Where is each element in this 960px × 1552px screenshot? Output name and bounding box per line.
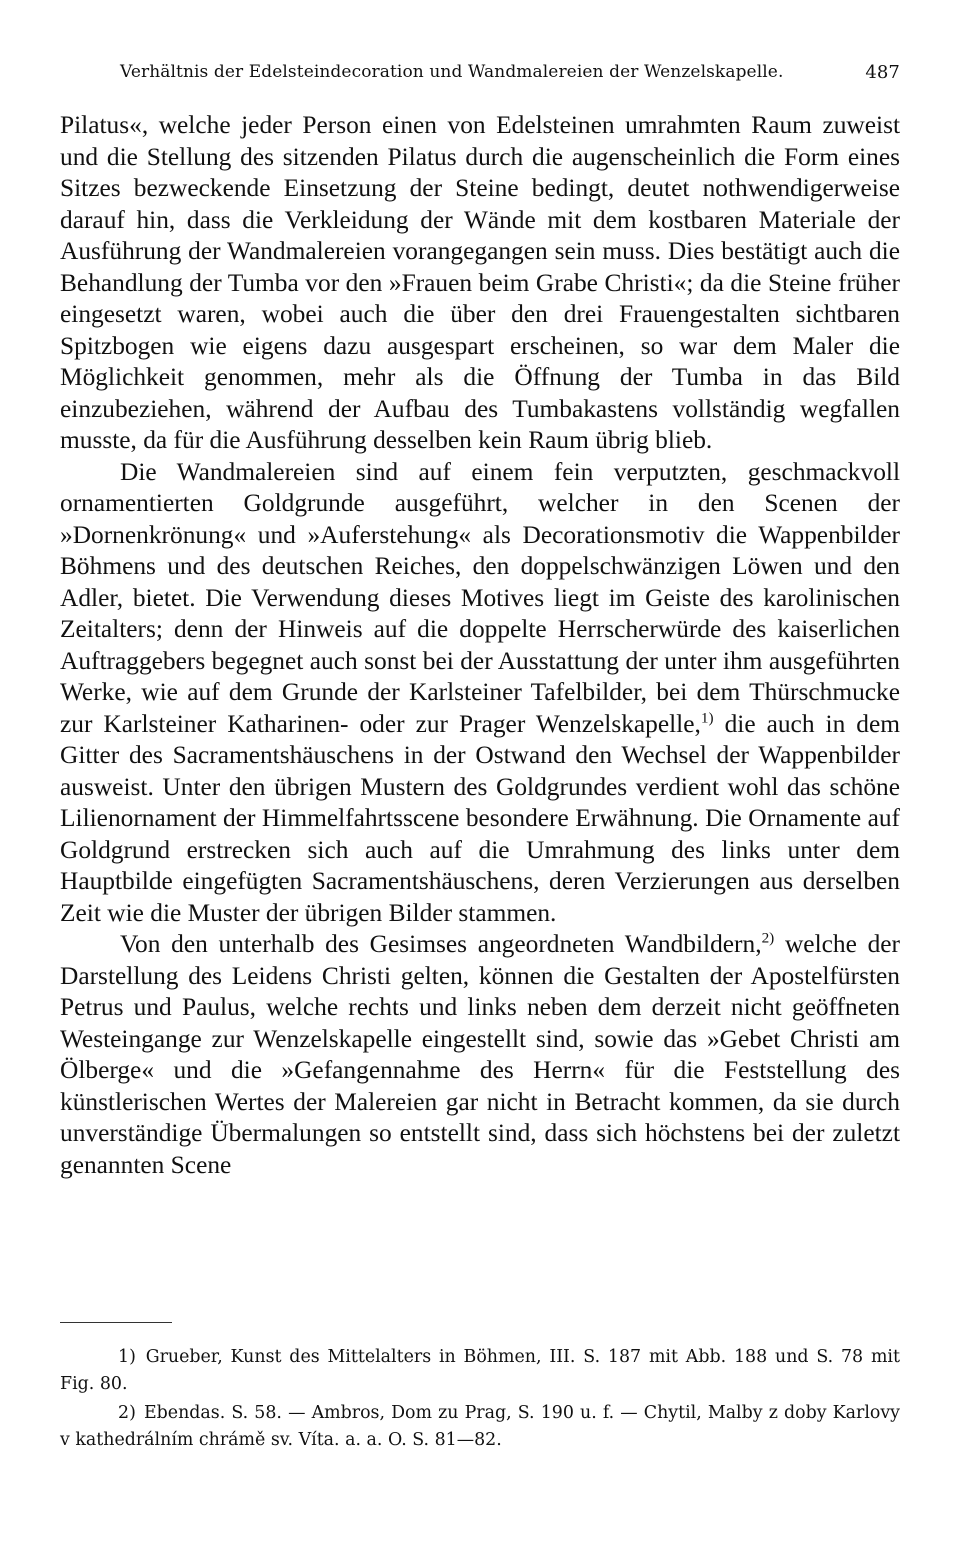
footnote-2-text: Ebendas. S. 58. — Ambros, Dom zu Prag, S. 190 u. f. — Chytil, Malby z doby Karlovy v kathedrálním chrámě sv. Víta. a. a. O. S. 81—82. (60, 1403, 900, 1450)
paragraph-3 (60, 929, 900, 1181)
paragraph-2 (60, 457, 900, 930)
footnote-2 (60, 1400, 900, 1454)
footnote-1 (60, 1344, 900, 1398)
footnote-ref-1[interactable]: 1) (700, 709, 714, 727)
paragraph-2-part-2: die auch in dem Gitter des Sacramentshäuschens in der Ostwand den Wechsel der Wappenbilder ausweist. Unter den übrigen Mustern des Goldgrundes verdient wohl das schöne Lilienornament der Himmelfahrtsscene besondere Erwähnung. Die Ornamente auf Goldgrund erstrecken sich auch auf die Umrahmung des links unter dem Hauptbilde eingefügten Sacramentshäuschens, deren Verzierungen aus derselben Zeit wie die Muster der übrigen Bilder stammen. (60, 709, 900, 927)
footnote-2-mark: 2) (118, 1403, 136, 1423)
footnote-1-text: Grueber, Kunst des Mittelalters in Böhmen, III. S. 187 mit Abb. 188 und S. 78 mit Fig. 80. (60, 1347, 900, 1394)
footnote-ref-2[interactable]: 2) (761, 929, 775, 947)
footnote-divider (60, 1322, 172, 1323)
body-text (60, 110, 900, 1181)
running-title: Verhältnis der Edelsteindecoration und Wandmalereien der Wenzelskapelle. (120, 62, 784, 82)
footnote-1-mark: 1) (118, 1347, 136, 1367)
footnotes (60, 1344, 900, 1454)
paragraph-2-part-1: Die Wandmalereien sind auf einem fein verputzten, geschmackvoll ornamentierten Goldgrunde ausgeführt, welcher in den Scenen der »Dornenkrönung« und »Auferstehung« als Decorationsmotiv die Wappenbilder Böhmens und des deutschen Reiches, den doppelschwänzigen Löwen und den Adler, bietet. Die Verwendung dieses Motives liegt im Geiste des karolinischen Zeitalters; denn der Hinweis auf die doppelte Herrscherwürde des kaiserlichen Auftraggebers begegnet auch sonst bei der Ausstattung der unter ihm ausgeführten Werke, wie auf dem Grunde der Karlsteiner Tafelbilder, bei dem Thürschmucke zur Karlsteiner Katharinen- oder zur Prager Wenzelskapelle, (60, 457, 900, 738)
page-number: 487 (865, 62, 900, 83)
paragraph-1: Pilatus«, welche jeder Person einen von Edelsteinen umrahmten Raum zuweist und die Stellung des sitzenden Pilatus durch die augenscheinlich die Form eines Sitzes bezweckende Einsetzung der Steine bedingt, deutet nothwendigerweise darauf hin, dass die Verkleidung der Wände mit dem kostbaren Materiale der Ausführung der Wandmalereien vorangegangen sein muss. Dies bestätigt auch die Behandlung der Tumba vor den »Frauen beim Grabe Christi«; da die Steine früher eingesetzt waren, wobei auch die über den drei Frauengestalten sichtbaren Spitzbogen wie eigens dazu ausgespart erscheinen, so war dem Maler die Möglichkeit genommen, mehr als die Öffnung der Tumba in das Bild einzubeziehen, während der Aufbau des Tumbakastens vollständig wegfallen musste, da für die Ausführung desselben kein Raum übrig blieb. (60, 111, 900, 454)
paragraph-3-part-1: Von den unterhalb des Gesimses angeordneten Wandbildern, (120, 930, 762, 958)
paragraph-3-part-2: welche der Darstellung des Leidens Christi gelten, können die Gestalten der Apostelfürsten Petrus und Paulus, welche rechts und links neben dem derzeit nicht geöffneten Westeingange zur Wenzelskapelle eingestellt sind, sowie das »Gebet Christi am Ölberge« und die »Gefangennahme des Herrn« für die Feststellung des künstlerischen Wertes der Malereien gar nicht in Betracht kommen, da sie durch unverständige Übermalungen so entstellt sind, dass sich höchstens bei der zuletzt genannten Scene (60, 930, 900, 1179)
